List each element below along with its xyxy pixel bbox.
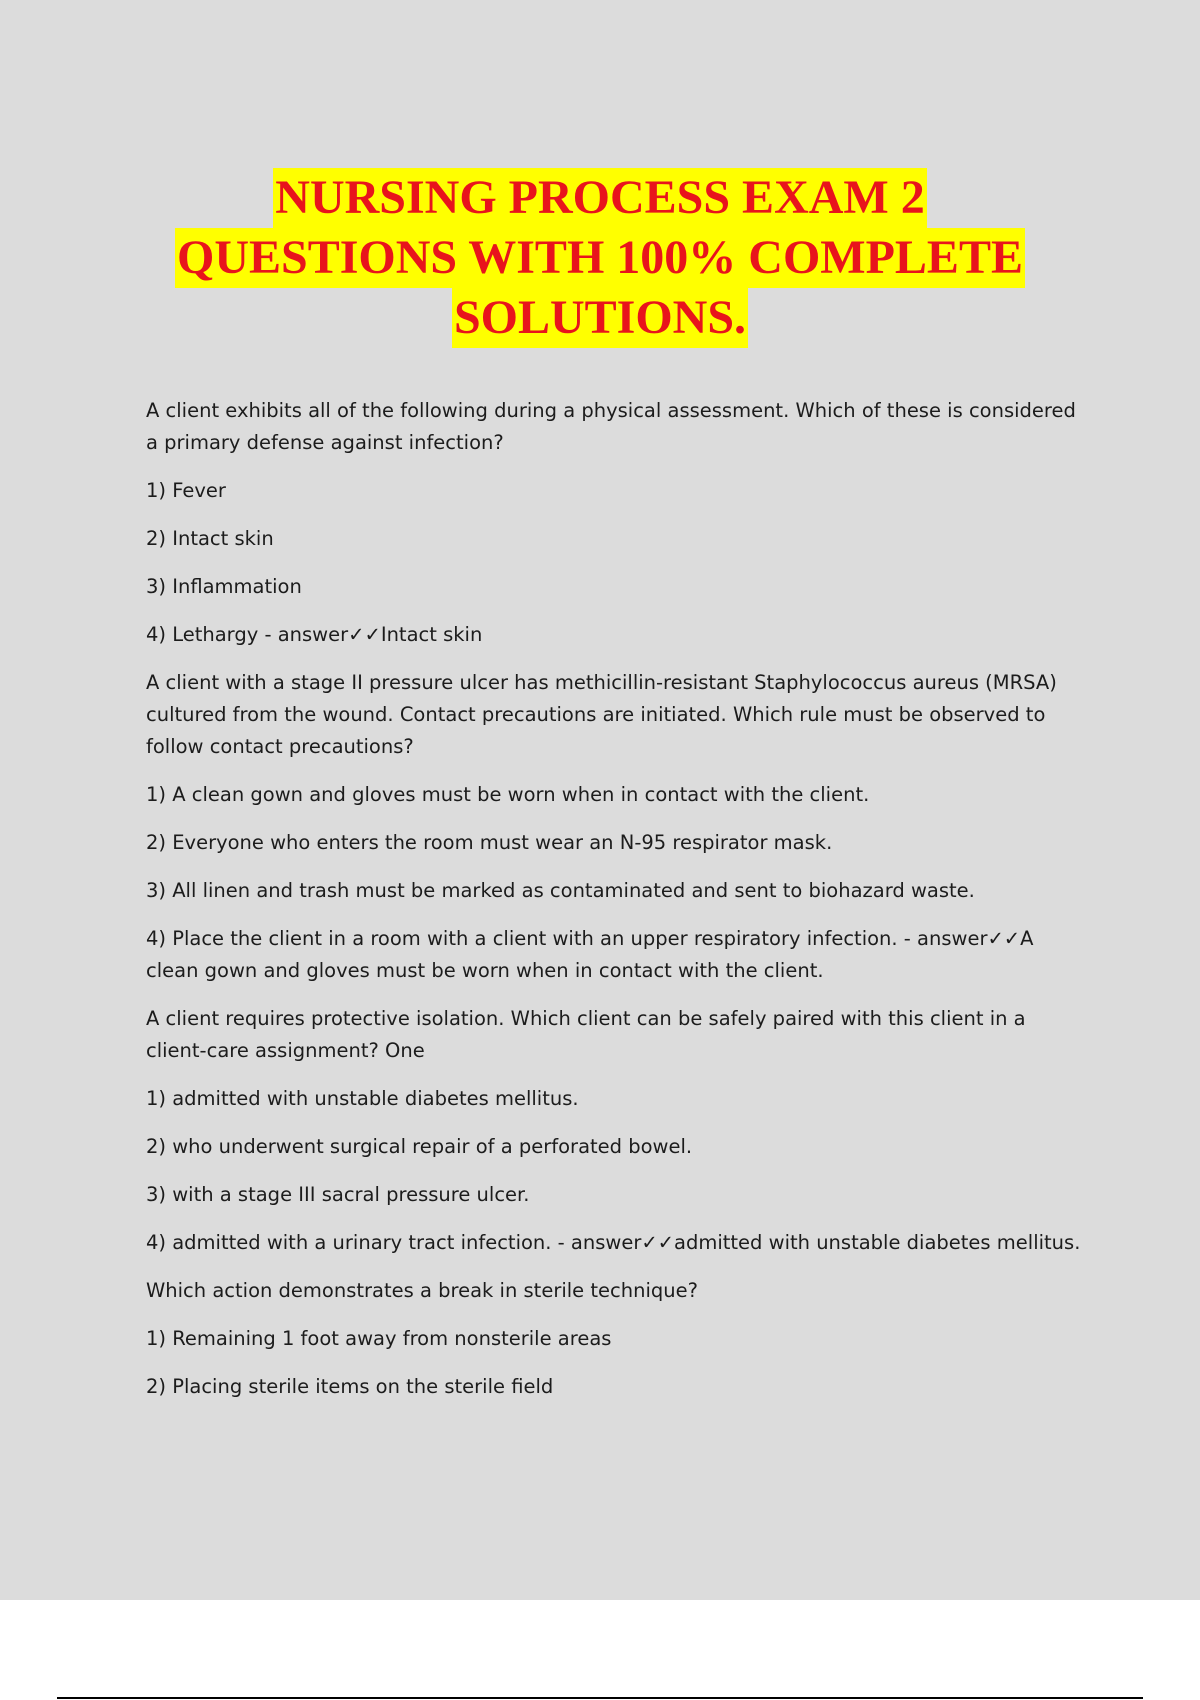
question-3-option-3: 3) with a stage III sacral pressure ulcer. [146, 1183, 530, 1206]
title-line-2: QUESTIONS WITH 100% COMPLETE [175, 228, 1025, 288]
question-2-option-3: 3) All linen and trash must be marked as contaminated and sent to biohazard waste. [146, 879, 975, 902]
question-1-option-2: 2) Intact skin [146, 527, 274, 550]
question-2-option-2: 2) Everyone who enters the room must wear an N-95 respirator mask. [146, 831, 833, 854]
question-4-option-1: 1) Remaining 1 foot away from nonsterile areas [146, 1327, 612, 1350]
question-3-text: A client requires protective isolation. Which client can be safely paired with this client in a client-care assignment? One [146, 1007, 1026, 1062]
footer-divider [57, 1697, 1143, 1699]
question-4-text: Which action demonstrates a break in sterile technique? [146, 1279, 698, 1302]
question-2-option-4-answer: 4) Place the client in a room with a client with an upper respiratory infection. - answer✓✓A clean gown and gloves must be worn when in contact with the client. [146, 927, 1034, 982]
title-line-3: SOLUTIONS. [452, 288, 748, 348]
title-line-1: NURSING PROCESS EXAM 2 [273, 168, 926, 228]
question-1-option-3: 3) Inflammation [146, 575, 302, 598]
question-1-option-1: 1) Fever [146, 479, 226, 502]
question-2-option-1: 1) A clean gown and gloves must be worn when in contact with the client. [146, 783, 870, 806]
question-3-option-2: 2) who underwent surgical repair of a perforated bowel. [146, 1135, 693, 1158]
question-3-option-4-answer: 4) admitted with a urinary tract infection. - answer✓✓admitted with unstable diabetes mellitus. [146, 1231, 1081, 1254]
document-title [0, 168, 1200, 348]
question-1-option-4-answer: 4) Lethargy - answer✓✓Intact skin [146, 623, 483, 646]
question-4-option-2: 2) Placing sterile items on the sterile field [146, 1375, 554, 1398]
question-3-option-1: 1) admitted with unstable diabetes mellitus. [146, 1087, 579, 1110]
question-1-text: A client exhibits all of the following during a physical assessment. Which of these is considered a primary defense against infection? [146, 399, 1076, 454]
document-body [146, 395, 1081, 1419]
question-2-text: A client with a stage II pressure ulcer has methicillin-resistant Staphylococcus aureus (MRSA) cultured from the wound. Contact precautions are initiated. Which rule must be observed to follow contact precautions? [146, 671, 1057, 758]
